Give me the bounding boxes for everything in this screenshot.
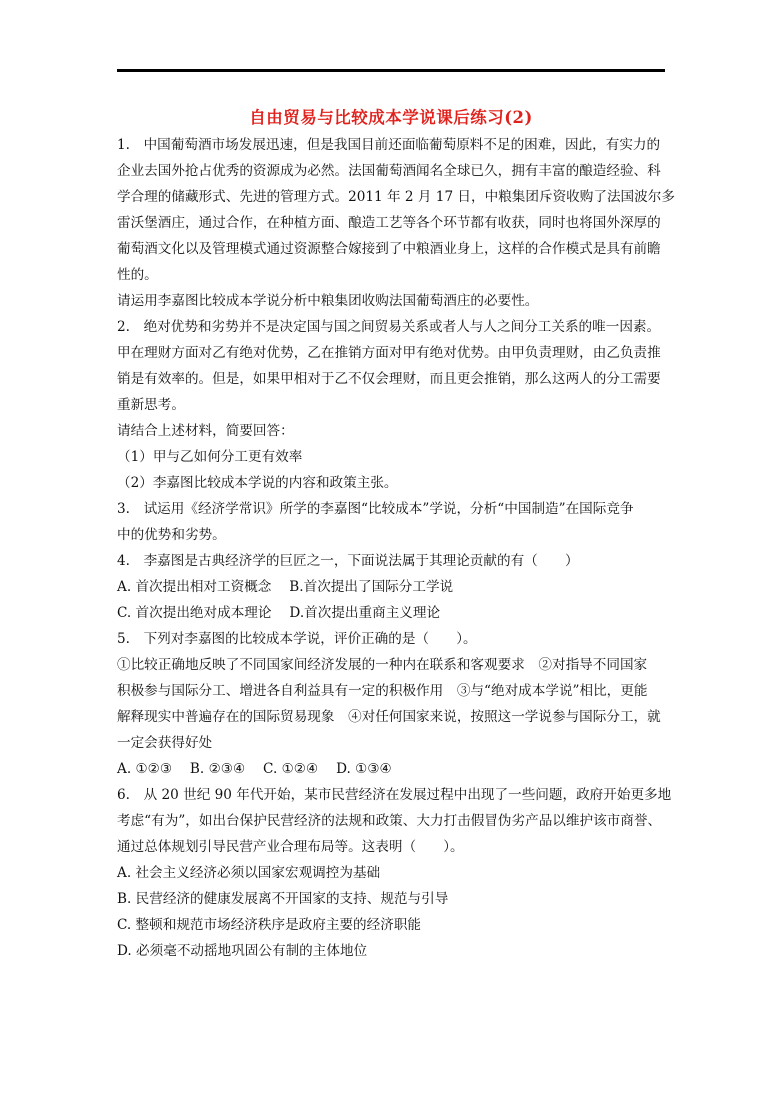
text-line: C. 整顿和规范市场经济秩序是政府主要的经济职能 (117, 917, 422, 933)
text-line: A. 首次提出相对工资概念 B.首次提出了国际分工学说 (117, 579, 454, 595)
text-line: 性的。 (117, 267, 158, 283)
text-line: 2. 绝对优势和劣势并不是决定国与国之间贸易关系或者人与人之间分工关系的唯一因素。 (117, 319, 661, 335)
text-line: 企业去国外抢占优秀的资源成为必然。法国葡萄酒闻名全球已久，拥有丰富的酿造经验、科 (117, 163, 661, 179)
text-line: A. ①②③ B. ②③④ C. ①②④ D. ①③④ (117, 761, 392, 777)
text-line: 5. 下列对李嘉图的比较成本学说，评价正确的是（ ）。 (117, 631, 477, 647)
text-line: 雷沃堡酒庄，通过合作，在种植方面、酿造工艺等各个环节都有收获，同时也将国外深厚的 (117, 215, 661, 231)
document-body (117, 132, 675, 964)
text-line: 4. 李嘉图是古典经济学的巨匠之一，下面说法属于其理论贡献的有（ ） (117, 553, 579, 569)
text-line: A. 社会主义经济必须以国家宏观调控为基础 (117, 865, 381, 881)
text-line: 考虑“有为”，如出台保护民营经济的法规和政策、大力打击假冒伪劣产品以维护该市商誉、 (117, 813, 662, 829)
text-line: 销是有效率的。但是，如果甲相对于乙不仅会理财，而且更会推销，那么这两人的分工需要 (117, 371, 661, 387)
text-line: 解释现实中普遍存在的国际贸易现象 ④对任何国家来说，按照这一学说参与国际分工，就 (117, 709, 661, 725)
text-line: D. 必须毫不动摇地巩固公有制的主体地位 (117, 943, 368, 959)
text-line: （2）李嘉图比较成本学说的内容和政策主张。 (117, 475, 398, 491)
text-line: 积极参与国际分工、增进各自利益具有一定的积极作用 ③与“绝对成本学说”相比，更能 (117, 683, 648, 699)
text-line: 6. 从 20 世纪 90 年代开始，某市民营经济在发展过程中出现了一些问题，政府开始更多地 (117, 787, 672, 803)
text-line: 中的优势和劣势。 (117, 527, 226, 543)
text-line: 1. 中国葡萄酒市场发展迅速，但是我国目前还面临葡萄原料不足的困难，因此，有实力的 (117, 137, 661, 153)
header-rule (117, 69, 665, 72)
document-title: 自由贸易与比较成本学说课后练习(2) (249, 108, 533, 127)
text-line: 葡萄酒文化以及管理模式通过资源整合嫁接到了中粮酒业身上，这样的合作模式是具有前瞻 (117, 241, 661, 257)
text-line: （1）甲与乙如何分工更有效率 (117, 449, 303, 465)
text-line: 甲在理财方面对乙有绝对优势，乙在推销方面对甲有绝对优势。由甲负责理财，由乙负责推 (117, 345, 661, 361)
text-line: C. 首次提出绝对成本理论 D.首次提出重商主义理论 (117, 605, 441, 621)
text-line: ①比较正确地反映了不同国家间经济发展的一种内在联系和客观要求 ②对指导不同国家 (117, 657, 648, 673)
text-line: 请运用李嘉图比较成本学说分析中粮集团收购法国葡萄酒庄的必要性。 (117, 293, 539, 309)
text-line: 请结合上述材料，简要回答： (117, 423, 294, 439)
text-line: 通过总体规划引导民营产业合理布局等。这表明（ ）。 (117, 839, 464, 855)
text-line: 3. 试运用《经济学常识》所学的李嘉图“比较成本”学说，分析“中国制造”在国际竞争 (117, 501, 634, 517)
text-line: B. 民营经济的健康发展离不开国家的支持、规范与引导 (117, 891, 449, 907)
text-line: 重新思考。 (117, 397, 185, 413)
text-line: 一定会获得好处 (117, 735, 213, 751)
text-line: 学合理的储藏形式、先进的管理方式。2011 年 2 月 17 日，中粮集团斥资收购了法国波尔多 (117, 189, 675, 205)
